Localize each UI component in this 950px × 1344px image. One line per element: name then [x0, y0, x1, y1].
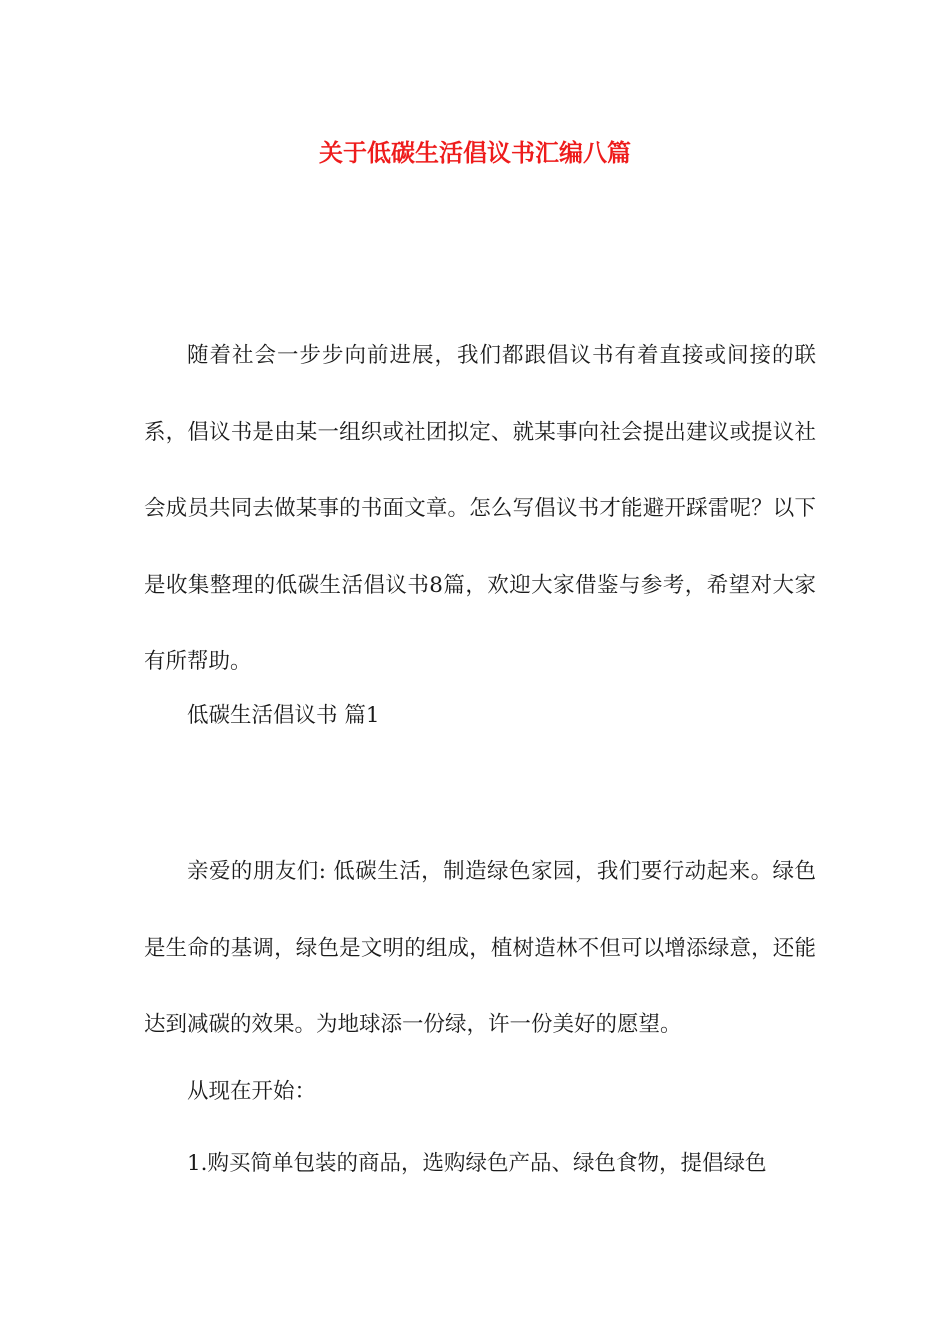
start-line: 从现在开始： [187, 1079, 317, 1104]
letter-paragraph: 亲爱的朋友们: 低碳生活，制造绿色家园，我们要行动起来。绿色是生命的基调，绿色是文明的组成，植树造林不但可以增添绿意，还能达到减碳的效果。为地球添一份绿，许一份美好的愿望。 [144, 859, 816, 1037]
list-item: 1.购买简单包装的商品，选购绿色产品、绿色食物，提倡绿色 [187, 1151, 767, 1176]
section-heading: 低碳生活倡议书 篇1 [187, 703, 380, 728]
intro-paragraph: 随着社会一步步向前进展，我们都跟倡议书有着直接或间接的联系，倡议书是由某一组织或社团拟定、就某事向社会提出建议或提议社会成员共同去做某事的书面文章。怎么写倡议书才能避开踩雷呢？以下是收集整理的低碳生活倡议书8篇，欢迎大家借鉴与参考，希望对大家有所帮助。 [144, 343, 816, 674]
document-title: 关于低碳生活倡议书汇编八篇 [319, 139, 631, 167]
